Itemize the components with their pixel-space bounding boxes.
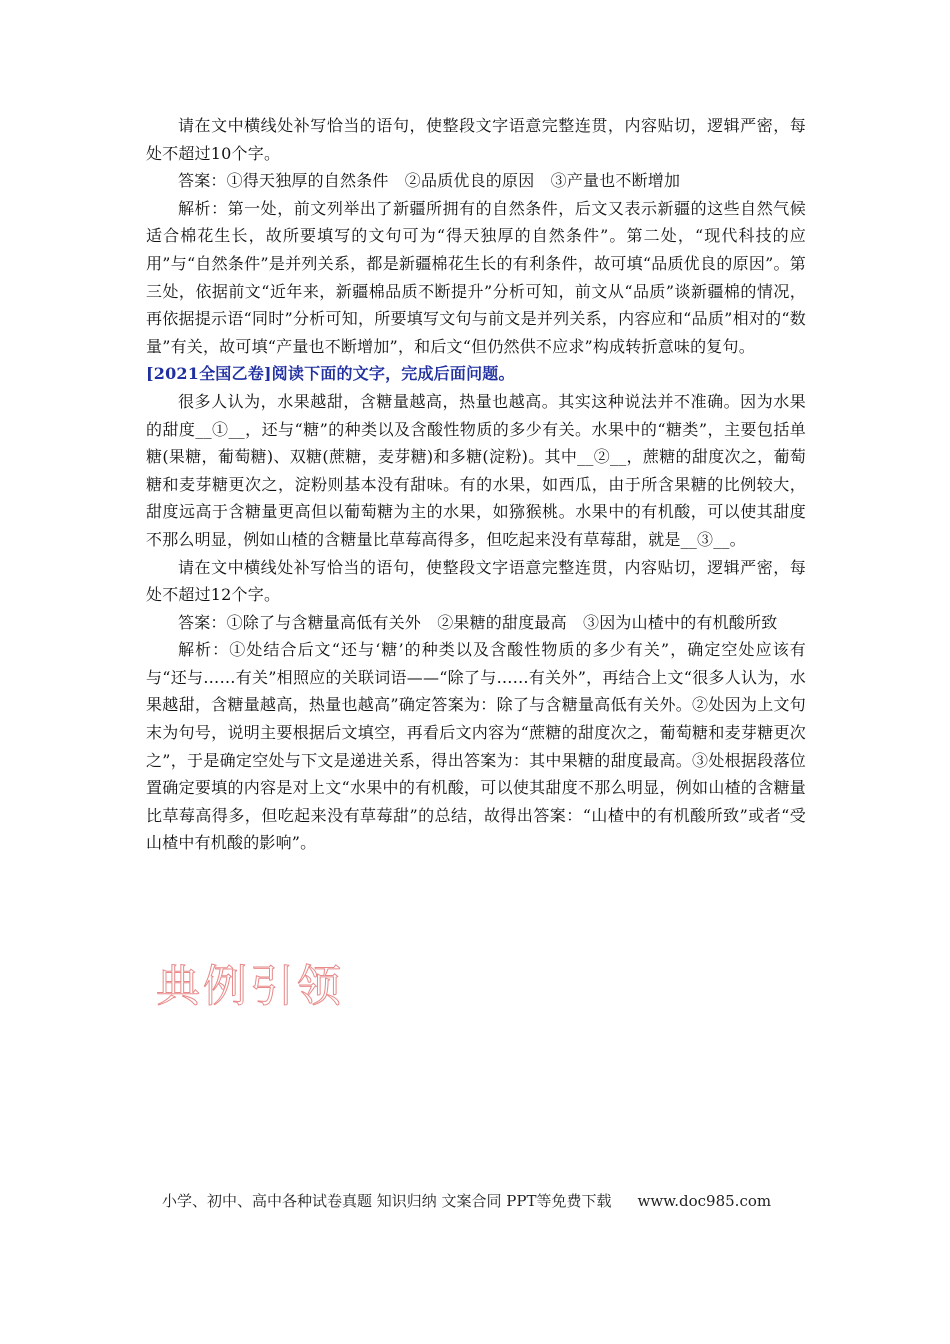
section2-passage: 很多人认为，水果越甜，含糖量越高，热量也越高。其实这种说法并不准确。因为水果的甜度__①__，还与“糖”的种类以及含酸性物质的多少有关。水果中的“糖类”，主要包括单糖(果糖，葡萄糖)、双糖(蔗糖，麦芽糖)和多糖(淀粉)。其中__②__，蔗糖的甜度次之，葡萄糖和麦芽糖更次之，淀粉则基本没有甜味。有的水果，如西瓜，由于所含果糖的比例较大，甜度远高于含糖量更高但以葡萄糖为主的水果，如猕猴桃。水果中的有机酸，可以使其甜度不那么明显，例如山楂的含糖量比草莓高得多，但吃起来没有草莓甜，就是__③__。 <box>146 391 806 549</box>
page-footer <box>162 1191 802 1211</box>
section2-analysis: 解析：①处结合后文“还与‘糖’的种类以及含酸性物质的多少有关”，确定空处应该有与“还与……有关”相照应的关联词语——“除了与……有关外”，再结合上文“很多人认为，水果越甜，含糖量越高，热量也越高”确定答案为：除了与含糖量高低有关外。②处因为上文句末为句号，说明主要根据后文填空，再看后文内容为“蔗糖的甜度次之，葡萄糖和麦芽糖更次之”，于是确定空处与下文是递进关系，得出答案为：其中果糖的甜度最高。③处根据段落位置确定要填的内容是对上文“水果中的有机酸，可以使其甜度不那么明显，例如山楂的含糖量比草莓高得多，但吃起来没有草莓甜”的总结，故得出答案：“山楂中的有机酸所致”或者“受山楂中有机酸的影响”。 <box>146 640 806 853</box>
section2-prompt: 请在文中横线处补写恰当的语句，使整段文字语意完整连贯，内容贴切，逻辑严密，每处不超过12个字。 <box>146 557 806 605</box>
document-body <box>146 112 806 857</box>
section-stamp: 典例引领 <box>156 961 344 1012</box>
section1-analysis: 解析：第一处，前文列举出了新疆所拥有的自然条件，后文又表示新疆的这些自然气候适合棉花生长，故所要填写的文句可为“得天独厚的自然条件”。第二处，“现代科技的应用”与“自然条件”是并列关系，都是新疆棉花生长的有利条件，故可填“品质优良的原因”。第三处，依据前文“近年来，新疆棉品质不断提升”分析可知，前文从“品质”谈新疆棉的情况，再依据提示语“同时”分析可知，所要填写文句与前文是并列关系，内容应和“品质”相对的“数量”有关，故可填“产量也不断增加”，和后文“但仍然供不应求”构成转折意味的复句。 <box>146 198 806 356</box>
section2-answer: 答案：①除了与含糖量高低有关外 ②果糖的甜度最高 ③因为山楂中的有机酸所致 <box>178 612 778 632</box>
footer-site-link[interactable]: www.doc985.com <box>637 1192 772 1210</box>
section2-heading: [2021全国乙卷]阅读下面的文字，完成后面问题。 <box>146 364 515 384</box>
section1-prompt: 请在文中横线处补写恰当的语句，使整段文字语意完整连贯，内容贴切，逻辑严密，每处不超过10个字。 <box>146 116 806 163</box>
section1-answer: 答案：①得天独厚的自然条件 ②品质优良的原因 ③产量也不断增加 <box>178 171 681 191</box>
footer-text: 小学、初中、高中各种试卷真题 知识归纳 文案合同 PPT等免费下载 <box>162 1192 612 1210</box>
